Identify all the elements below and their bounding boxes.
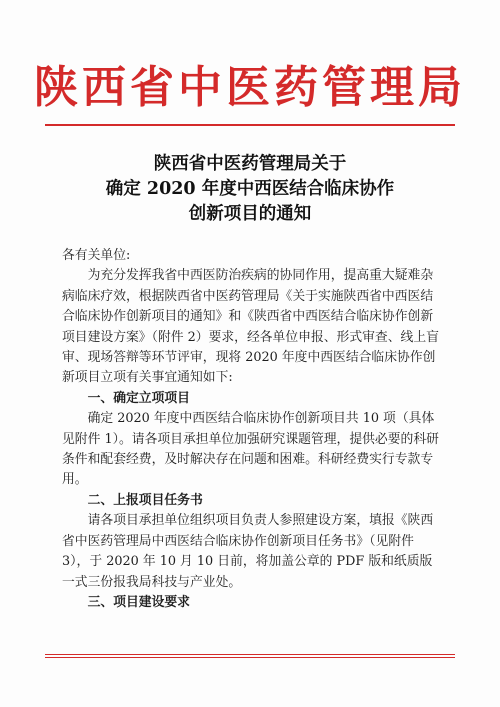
section-3-heading: 三、项目建设要求: [87, 594, 190, 610]
title-line-3: 创新项目的通知: [188, 204, 312, 224]
section-1-heading: 一、确定立项项目: [87, 390, 190, 406]
notice-title: [60, 152, 440, 227]
section-2-heading: 二、上报项目任务书: [87, 492, 203, 508]
section-2-text: 请各项目承担单位组织项目负责人参照建设方案，填报《陕西省中医药管理局中西医结合临床协作创新项目任务书》（见附件 3），于 2020 年 10 月 10 日前，将加盖公章的 PDF 版和纸质版一式三份报我局科技与产业处。: [62, 513, 434, 590]
title-line-2: 确定 2020 年度中西医结合临床协作: [105, 179, 395, 199]
bottom-red-rule: [45, 654, 455, 655]
title-line-1: 陕西省中医药管理局关于: [153, 154, 347, 174]
section-1-text: 确定 2020 年度中西医结合临床协作创新项目共 10 项（具体见附件 1）。请各项目承担单位加强研究课题管理，提供必要的科研条件和配套经费，及时解决存在问题和困难。科研经费实行专款专用。: [62, 411, 439, 488]
bottom-red-rule-thin: [45, 657, 455, 658]
masthead-red-rule: [45, 124, 455, 126]
masthead-title: 陕西省中医药管理局: [34, 62, 466, 113]
intro-paragraph: 为充分发挥我省中西医防治疾病的协同作用，提高重大疑难杂病临床疗效，根据陕西省中医药管理局《关于实施陕西省中西医结合临床协作创新项目的通知》和《陕西省中西医结合临床协作创新项目建设方案》（附件 2）要求，经各单位申报、形式审查、线上盲审、现场答辩等环节评审，现将 2020 年度中西医结合临床协作创新项目立项有关事宜通知如下:: [62, 268, 439, 386]
notice-body: [62, 246, 442, 613]
addressee: 各有关单位:: [62, 248, 131, 263]
